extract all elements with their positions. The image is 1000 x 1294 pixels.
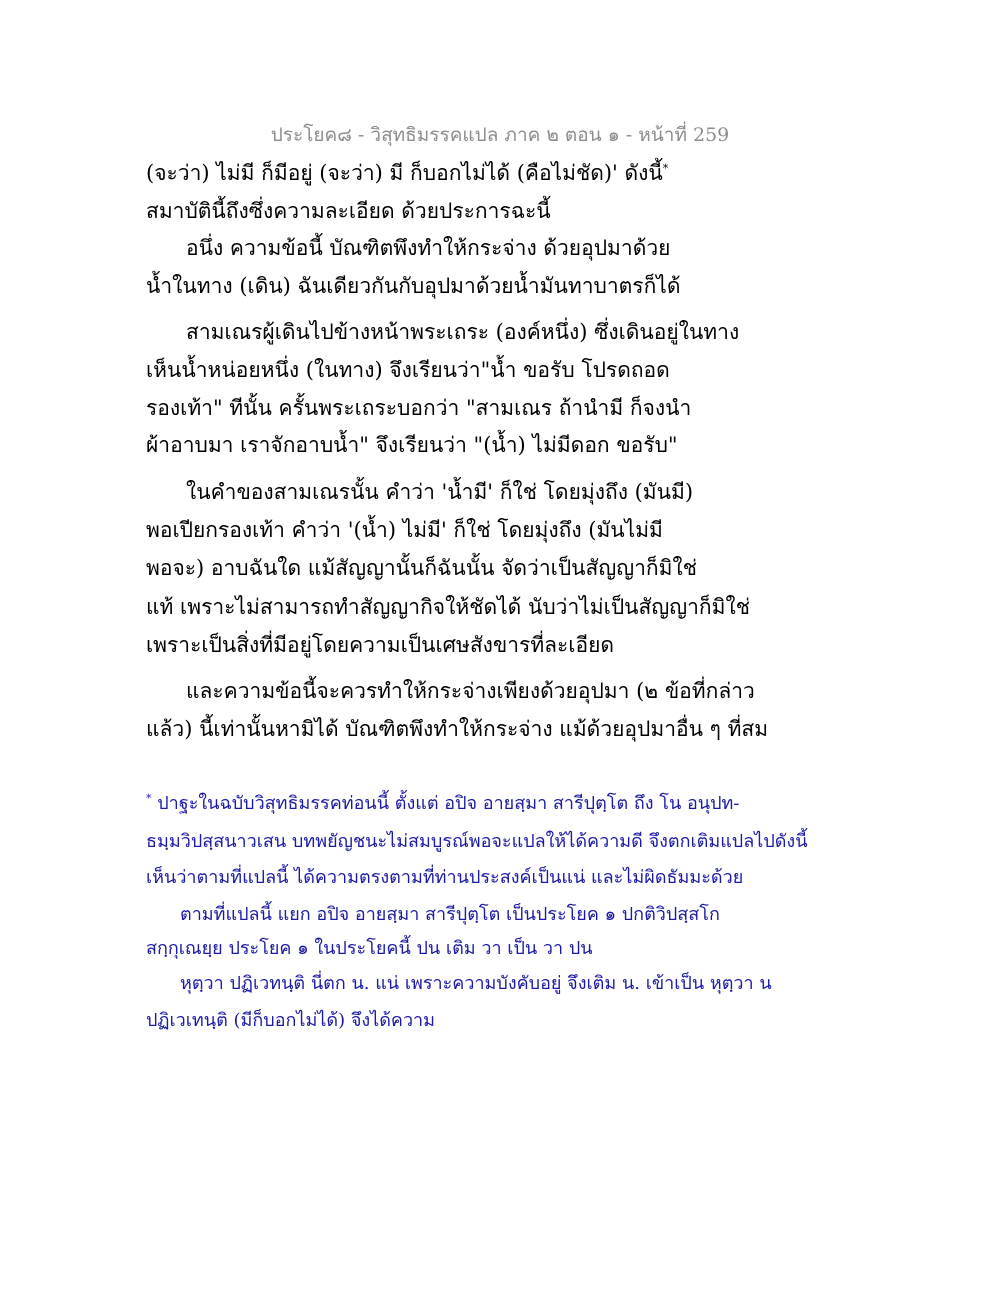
body-line: อนึ่ง ความข้อนี้ บัณฑิตพึงทำให้กระจ่าง ด้วยอุปมาด้วย xyxy=(186,236,671,260)
footnote-line: * ปาฐะในฉบับวิสุทธิมรรคท่อนนี้ ตั้งแต่ อปิจ อายสฺมา สารีปุตฺโต ถึง โน อนุปท- xyxy=(146,792,740,814)
body-line: (จะว่า) ไม่มี ก็มีอยู่ (จะว่า) มี ก็บอกไม่ได้ (คือไม่ชัด)' ดังนี้* xyxy=(146,161,669,185)
footnote-line: ตามที่แปลนี้ แยก อปิจ อายสฺมา สารีปุตฺโต เป็นประโยค ๑ ปกติวิปสฺสโก xyxy=(180,904,720,925)
body-line: น้ำในทาง (เดิน) ฉันเดียวกันกับอุปมาด้วยน้ำมันทาบาตรก็ได้ xyxy=(146,274,681,298)
body-line: แล้ว) นี้เท่านั้นหามิได้ บัณฑิตพึงทำให้กระจ่าง แม้ด้วยอุปมาอื่น ๆ ที่สม xyxy=(146,717,769,741)
body-line: ผ้าอาบมา เราจักอาบน้ำ" จึงเรียนว่า "(น้ำ) ไม่มีดอก ขอรับ" xyxy=(146,433,678,457)
footnote-marker: * xyxy=(146,792,152,805)
body-line: สมาบัตินี้ถึงซึ่งความละเอียด ด้วยประการฉะนี้ xyxy=(146,199,551,223)
page-header: ประโยค๘ - วิสุทธิมรรคแปล ภาค ๒ ตอน ๑ - หน้าที่ 259 xyxy=(270,124,730,146)
body-line: พอเปียกรองเท้า คำว่า '(น้ำ) ไม่มี' ก็ใช่ โดยมุ่งถึง (มันไม่มี xyxy=(146,518,663,542)
footnote-line: ปฏิเวเทนฺติ (มีก็บอกไม่ได้) จึงได้ความ xyxy=(146,1010,436,1031)
footnote-line: เห็นว่าตามที่แปลนี้ ได้ความตรงตามที่ท่านประสงค์เป็นแน่ และไม่ผิดธัมมะด้วย xyxy=(146,867,744,888)
body-line: พอจะ) อาบฉันใด แม้สัญญานั้นก็ฉันนั้น จัดว่าเป็นสัญญาก็มิใช่ xyxy=(146,556,697,580)
body-line: และความข้อนี้จะควรทำให้กระจ่างเพียงด้วยอุปมา (๒ ข้อที่กล่าว xyxy=(186,679,755,703)
footnote-line: ธมฺมวิปสฺสนาวเสน บทพยัญชนะไม่สมบูรณ์พอจะแปลให้ได้ความดี จึงตกเติมแปลไปดังนี้ xyxy=(146,831,808,852)
body-line: เห็นน้ำหน่อยหนึ่ง (ในทาง) จึงเรียนว่า"น้ำ ขอรับ โปรดถอด xyxy=(146,358,670,382)
body-line: ในคำของสามเณรนั้น คำว่า 'น้ำมี' ก็ใช่ โดยมุ่งถึง (มันมี) xyxy=(186,480,694,504)
footnote-marker: * xyxy=(662,162,669,175)
footnote-line: หุตฺวา ปฏิเวทนฺติ นี่ตก น. แน่ เพราะความบังคับอยู่ จึงเติม น. เข้าเป็น หุตฺวา น xyxy=(180,973,772,994)
body-line: รองเท้า" ทีนั้น ครั้นพระเถระบอกว่า "สามเณร ถ้านำมี ก็จงนำ xyxy=(146,396,692,420)
body-line: สามเณรผู้เดินไปข้างหน้าพระเถระ (องค์หนึ่ง) ซึ่งเดินอยู่ในทาง xyxy=(186,320,740,344)
body-line: เพราะเป็นสิ่งที่มีอยู่โดยความเป็นเศษสังขารที่ละเอียด xyxy=(146,633,615,657)
footnote-line: สกฺกุเณยฺย ประโยค ๑ ในประโยคนี้ ปน เติม วา เป็น วา ปน xyxy=(146,938,593,959)
body-line: แท้ เพราะไม่สามารถทำสัญญากิจให้ชัดได้ นับว่าไม่เป็นสัญญาก็มิใช่ xyxy=(146,595,750,619)
